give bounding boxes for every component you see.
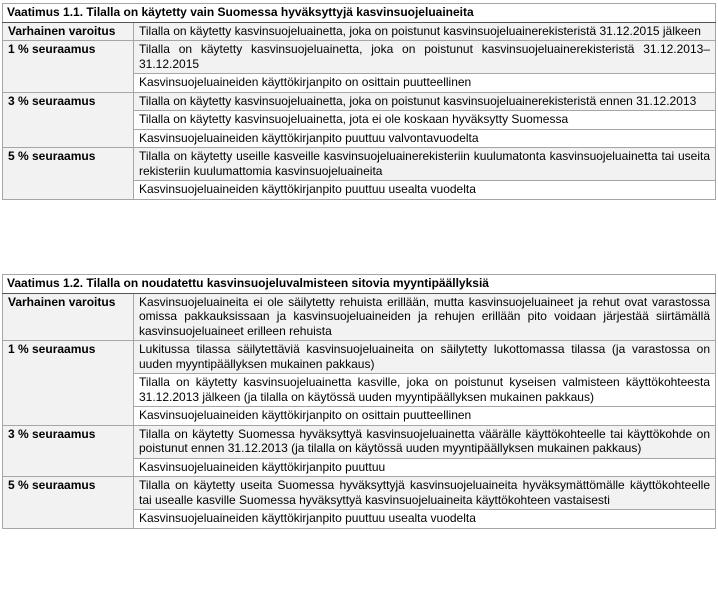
violation-description: Tilalla on käytetty Suomessa hyväksyttyä kasvinsuojeluainetta väärälle käyttökohteelle tai käyttökohde on poistunut ennen 31.12.2013 (ja tilalla on käytössä uuden myyntipäällyksen mukainen pakkaus): [134, 425, 716, 458]
consequence-level: 1 % seuraamus: [3, 341, 134, 426]
consequence-level: 5 % seuraamus: [3, 148, 134, 200]
consequence-level: 3 % seuraamus: [3, 92, 134, 148]
violation-description: Tilalla on käytetty useille kasveille kasvinsuojeluainerekisteriin kuulumatonta kasvinsuojeluainetta tai useita rekisteriin kuulumattomia kasvinsuojeluaineita: [134, 148, 716, 181]
requirement-table-1-1: [2, 3, 716, 200]
table-title: Vaatimus 1.2. Tilalla on noudatettu kasvinsuojeluvalmisteen sitovia myyntipäällyksiä: [3, 275, 716, 294]
table-row: [3, 341, 716, 374]
table-row: [3, 477, 716, 510]
violation-description: Kasvinsuojeluaineiden käyttökirjanpito on osittain puutteellinen: [134, 407, 716, 426]
violation-description: Kasvinsuojeluaineiden käyttökirjanpito puuttuu usealta vuodelta: [134, 510, 716, 529]
violation-description: Tilalla on käytetty useita Suomessa hyväksyttyjä kasvinsuojeluaineita hyväksymättömälle käyttökohteelle tai usealle kasville Suomessa hyväksyttyä kasvinsuojeluaineita käyttökohteen vastaisesti: [134, 477, 716, 510]
table-title-row: [3, 4, 716, 23]
requirement-table-1-2: [2, 274, 716, 529]
consequence-level: 5 % seuraamus: [3, 477, 134, 529]
violation-description: Kasvinsuojeluaineiden käyttökirjanpito puuttuu usealta vuodelta: [134, 181, 716, 200]
consequence-level: Varhainen varoitus: [3, 22, 134, 41]
violation-description: Tilalla on käytetty kasvinsuojeluainetta kasville, joka on poistunut kyseisen valmisteen käyttökohteesta 31.12.2013 jälkeen (ja tilalla on käytössä uuden myyntipäällyksen mukainen pakkaus): [134, 374, 716, 407]
violation-description: Lukitussa tilassa säilytettäviä kasvinsuojeluaineita on säilytetty lukottomassa tilassa (ja varastossa on uuden myyntipäällyksen mukainen pakkaus): [134, 341, 716, 374]
violation-description: Kasvinsuojeluaineita ei ole säilytetty rehuista erillään, mutta kasvinsuojeluaineet ja rehut ovat varastossa omissa pakkauksissaan ja kasvinsuojeluaineiden ja rehujen erillään pito voidaan järjestää siirtämällä kasvinsuojeluaineet erilleen rehuista: [134, 293, 716, 341]
violation-description: Kasvinsuojeluaineiden käyttökirjanpito puuttuu valvontavuodelta: [134, 129, 716, 148]
table-row: [3, 41, 716, 74]
table-title-row: [3, 275, 716, 294]
consequence-level: 1 % seuraamus: [3, 41, 134, 93]
table-row: [3, 22, 716, 41]
consequence-level: Varhainen varoitus: [3, 293, 134, 341]
violation-description: Tilalla on käytetty kasvinsuojeluainetta, joka on poistunut kasvinsuojeluainerekisteristä 31.12.2013–31.12.2015: [134, 41, 716, 74]
violation-description: Kasvinsuojeluaineiden käyttökirjanpito on osittain puutteellinen: [134, 74, 716, 93]
table-row: [3, 293, 716, 341]
consequence-level: 3 % seuraamus: [3, 425, 134, 477]
violation-description: Tilalla on käytetty kasvinsuojeluainetta, joka on poistunut kasvinsuojeluainerekisteristä 31.12.2015 jälkeen: [134, 22, 716, 41]
violation-description: Kasvinsuojeluaineiden käyttökirjanpito puuttuu: [134, 458, 716, 477]
violation-description: Tilalla on käytetty kasvinsuojeluainetta, joka on poistunut kasvinsuojeluainerekisteristä ennen 31.12.2013: [134, 92, 716, 111]
table-body: [3, 4, 716, 200]
table-body: [3, 275, 716, 529]
table-row: [3, 425, 716, 458]
table-row: [3, 148, 716, 181]
violation-description: Tilalla on käytetty kasvinsuojeluainetta, jota ei ole koskaan hyväksytty Suomessa: [134, 111, 716, 130]
table-title: Vaatimus 1.1. Tilalla on käytetty vain Suomessa hyväksyttyjä kasvinsuojeluaineita: [3, 4, 716, 23]
table-row: [3, 92, 716, 111]
